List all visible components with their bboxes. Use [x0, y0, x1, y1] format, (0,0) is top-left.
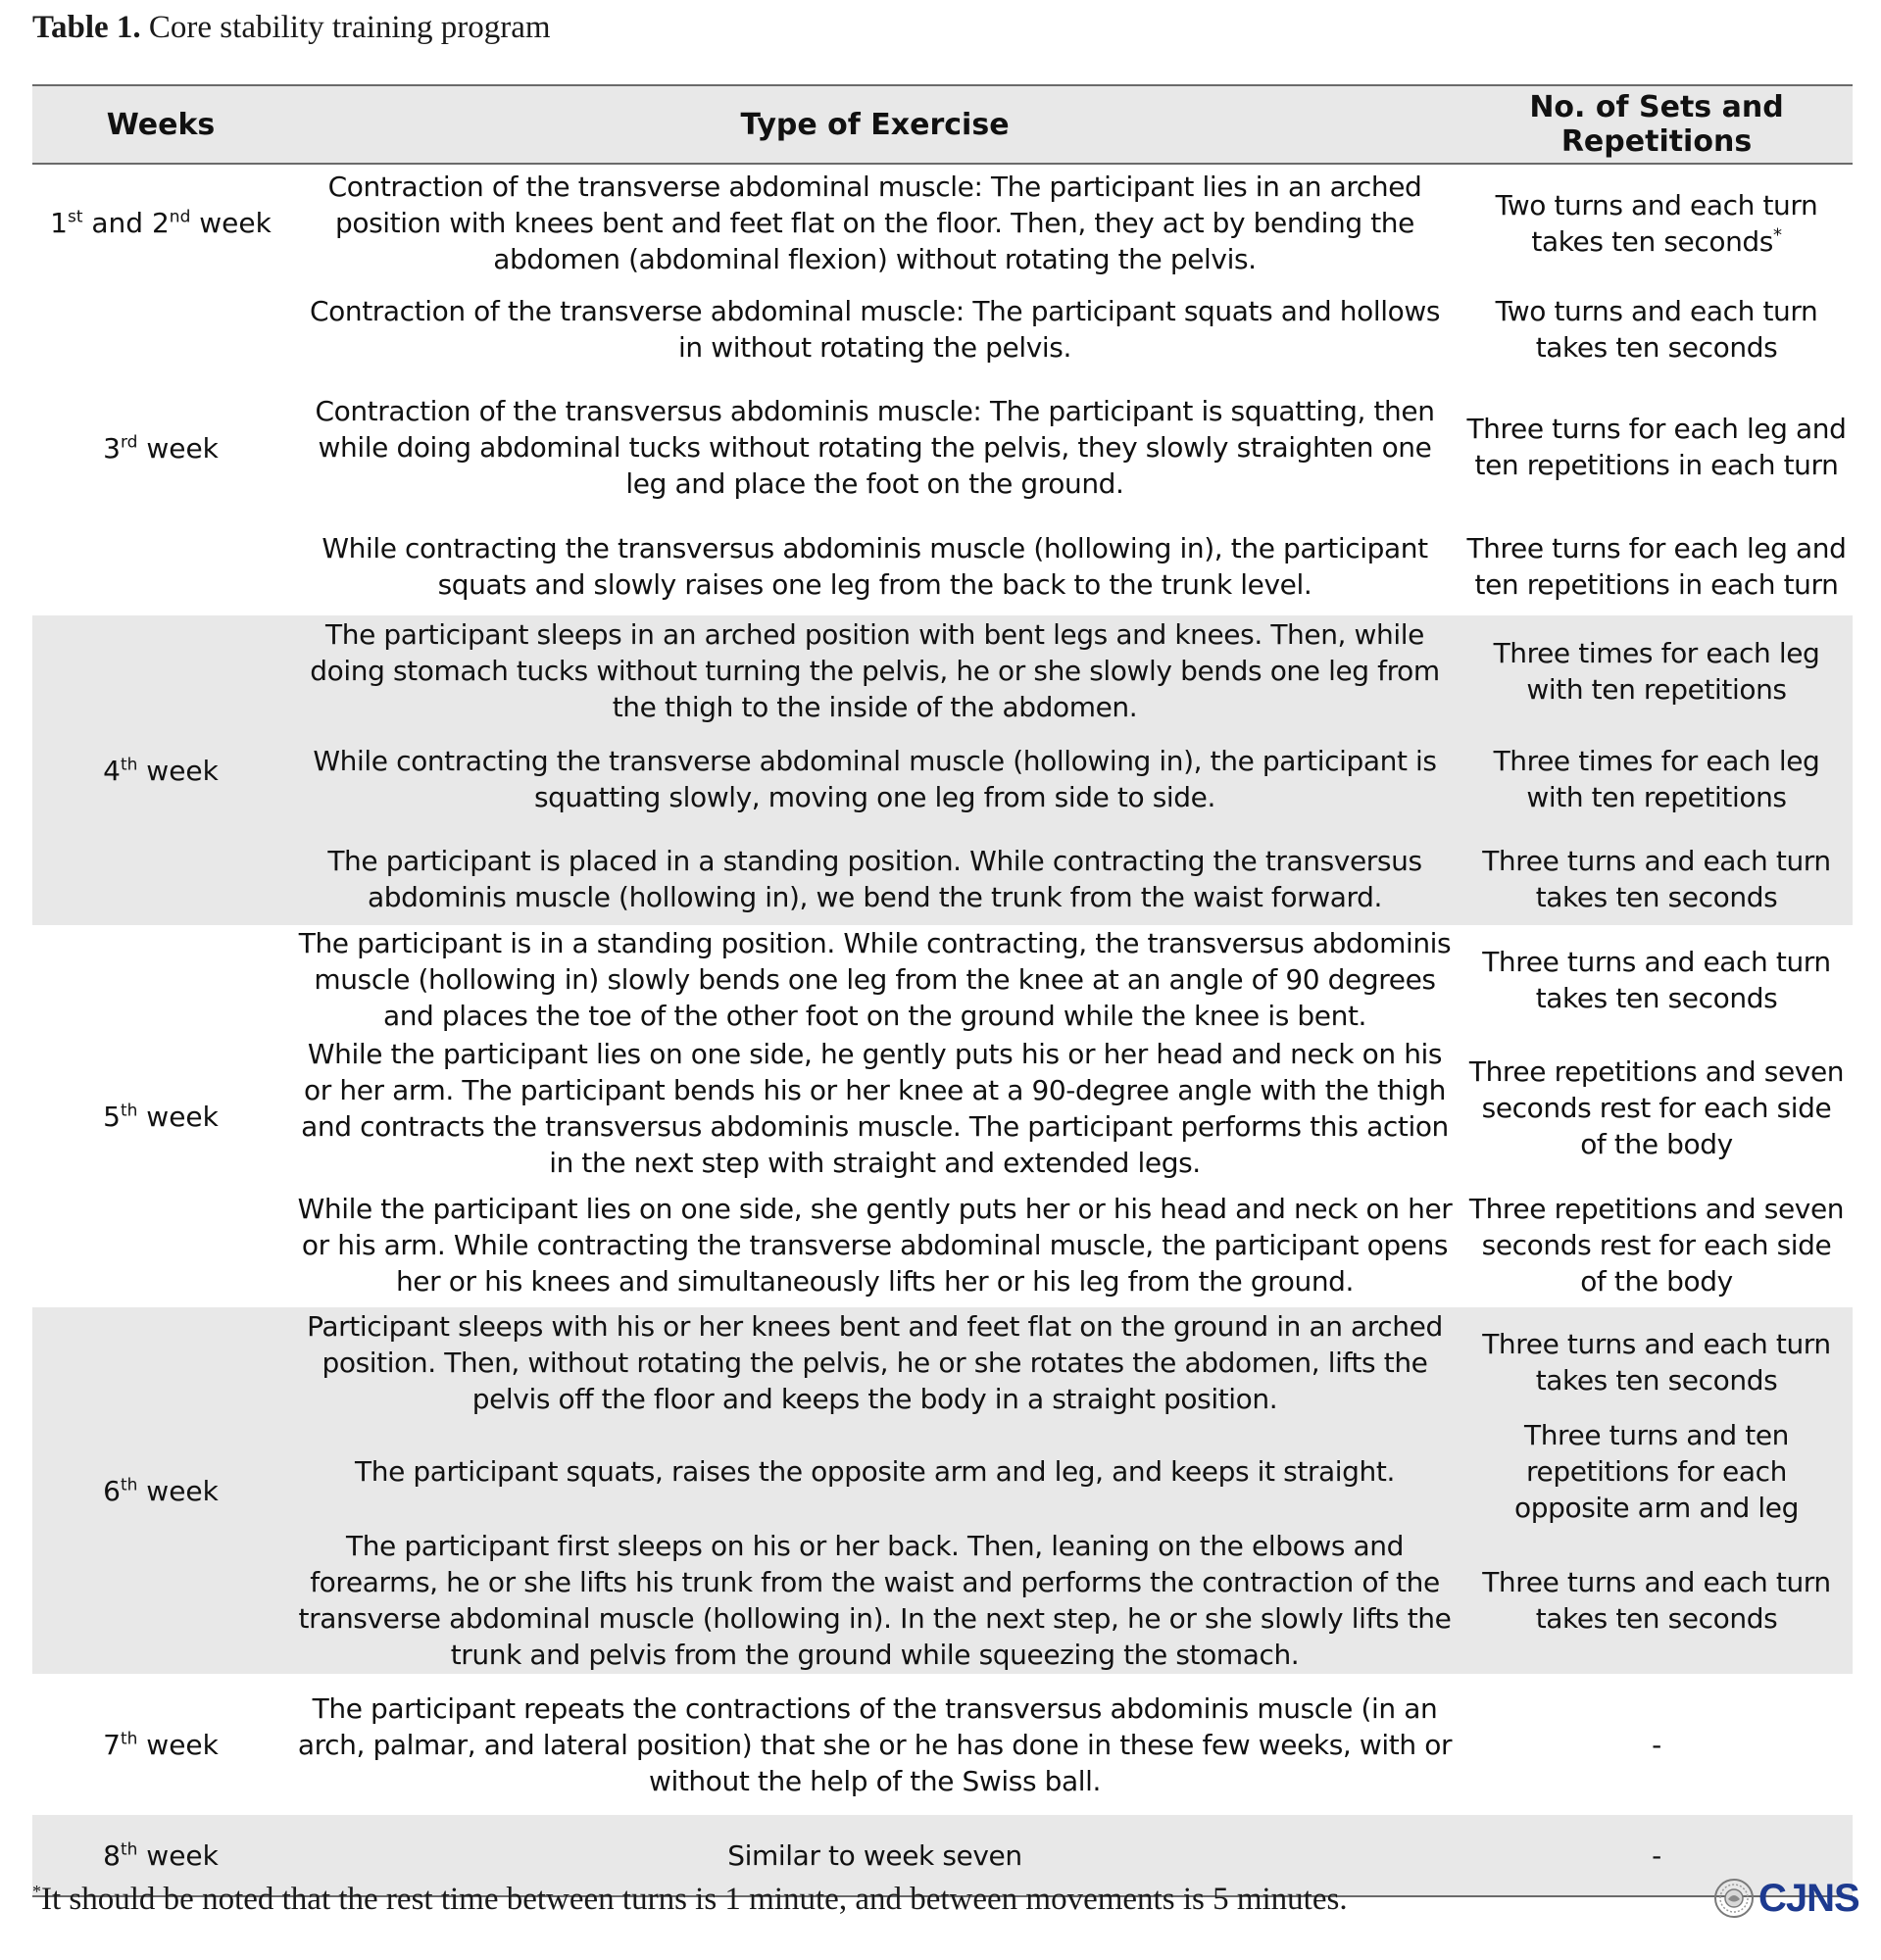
exercise-cell: While the participant lies on one side, she gently puts her or his head and neck on her or his arm. While contracting the transverse abdominal muscle, the participant opens her or his knees and simultaneously lifts her or his leg from the ground. — [297, 1192, 1453, 1298]
table-row — [32, 726, 1853, 832]
table-row — [32, 516, 1853, 615]
exercise-cell: The participant repeats the contractions of the transversus abdominis muscle (in an arch, palmar, and lateral position) that she or he has done in these few weeks, with or without the help of the Swiss ball. — [297, 1691, 1453, 1797]
exercise-cell: Contraction of the transverse abdominal muscle: The participant lies in an arched position with knees bent and feet flat on the floor. Then, they act by bending the abdomen (abdominal flexion) without rotating the pelvis. — [327, 171, 1422, 275]
caption-text: Core stability training program — [148, 10, 551, 45]
table-row — [32, 925, 1853, 1034]
journal-brand — [1713, 1874, 1859, 1923]
exercise-cell: Similar to week seven — [289, 1815, 1460, 1896]
sets-cell: - — [1652, 1728, 1661, 1761]
week-cell-7: 7th week — [103, 1728, 219, 1761]
header-weeks: Weeks — [32, 85, 289, 164]
table-row — [32, 1182, 1853, 1307]
table-row — [32, 1674, 1853, 1815]
table-row — [32, 832, 1853, 925]
week-cell-3: 3rd week — [103, 432, 219, 465]
week-cell-4: 4th week — [32, 615, 289, 925]
week-cell-8: 8th week — [32, 1815, 289, 1896]
exercise-cell: Contraction of the transversus abdominis muscle: The participant is squatting, then while doing abdominal tucks without rotating the pelvis, they slowly straighten one leg and place the foot on the ground. — [315, 394, 1435, 500]
exercise-cell: While the participant lies on one side, he gently puts his or her head and neck on his or her arm. The participant bends his or her knee at a 90-degree angle with the thigh and contracts the transversus abdominis muscle. The participant performs this action in the next step with straight and extended legs. — [301, 1037, 1449, 1179]
sets-cell: Three repetitions and seven seconds rest for each side of the body — [1468, 1192, 1845, 1298]
table-row — [32, 1417, 1853, 1526]
header-row — [32, 85, 1853, 164]
header-sets: No. of Sets and Repetitions — [1460, 85, 1853, 164]
journal-seal-icon — [1713, 1878, 1755, 1919]
exercise-cell: While contracting the transversus abdominis muscle (hollowing in), the participant squats and slowly raises one leg from the back to the trunk level. — [322, 531, 1428, 601]
table-row — [32, 281, 1853, 377]
sets-cell: Two turns and each turn takes ten seconds — [1495, 295, 1818, 364]
core-stability-table — [32, 84, 1853, 1897]
header-exercise: Type of Exercise — [289, 85, 1460, 164]
sets-cell: Three turns and each turn takes ten seconds — [1482, 945, 1831, 1014]
week-cell-6: 6th week — [32, 1307, 289, 1674]
sets-cell: Three turns and each turn takes ten seconds — [1460, 1526, 1853, 1674]
exercise-cell: While contracting the transverse abdominal muscle (hollowing in), the participant is squatting slowly, moving one leg from side to side. — [289, 726, 1460, 832]
table-row — [32, 1034, 1853, 1182]
sets-cell: Three turns for each leg and ten repetitions in each turn — [1466, 531, 1847, 601]
table-row — [32, 1526, 1853, 1674]
exercise-cell: Contraction of the transverse abdominal muscle: The participant squats and hollows in without rotating the pelvis. — [309, 295, 1441, 364]
sets-cell: Two turns and each turn takes ten seconds* — [1495, 188, 1818, 258]
table-footnote — [32, 1882, 1348, 1918]
footnote-mark: * — [1772, 224, 1782, 246]
sets-cell: Three turns and ten repetitions for each opposite arm and leg — [1460, 1417, 1853, 1526]
exercise-cell: The participant first sleeps on his or her back. Then, leaning on the elbows and forearms, he or she lifts his trunk from the waist and performs the contraction of the transverse abdominal muscle (hollowing in). In the next step, he or she slowly lifts the trunk and pelvis from the ground while squeezing the stomach. — [289, 1526, 1460, 1674]
exercise-cell: The participant is in a standing position. While contracting, the transversus abdominis muscle (hollowing in) slowly bends one leg from the knee at an angle of 90 degrees and places the toe of the other foot on the ground while the knee is bent. — [298, 927, 1452, 1032]
sets-cell: Three turns for each leg and ten repetitions in each turn — [1466, 413, 1847, 481]
week-cell-5: 5th week — [103, 1100, 219, 1133]
exercise-cell: The participant is placed in a standing position. While contracting the transversus abdominis muscle (hollowing in), we bend the trunk from the waist forward. — [289, 832, 1460, 925]
footnote-mark: * — [32, 1882, 41, 1901]
sets-cell: Three repetitions and seven seconds rest for each side of the body — [1468, 1055, 1845, 1160]
table-row — [32, 164, 1853, 281]
exercise-cell: The participant squats, raises the opposite arm and leg, and keeps it straight. — [289, 1417, 1460, 1526]
table-row — [32, 1307, 1853, 1417]
sets-cell: - — [1460, 1815, 1853, 1896]
sets-cell: Three turns and each turn takes ten seconds — [1460, 832, 1853, 925]
exercise-cell: Participant sleeps with his or her knees bent and feet flat on the ground in an arched position. Then, without rotating the pelvis, he or she rotates the abdomen, lifts the pelvis off the floor and keeps the body in a straight position. — [289, 1307, 1460, 1417]
table-row — [32, 615, 1853, 726]
sets-cell: Three times for each leg with ten repetitions — [1460, 615, 1853, 726]
table-caption — [32, 10, 551, 46]
sets-cell: Three turns and each turn takes ten seconds — [1460, 1307, 1853, 1417]
exercise-cell: The participant sleeps in an arched position with bent legs and knees. Then, while doing stomach tucks without turning the pelvis, he or she slowly bends one leg from the thigh to the inside of the abdomen. — [289, 615, 1460, 726]
footnote-text: It should be noted that the rest time between turns is 1 minute, and between movements is 5 minutes. — [41, 1882, 1348, 1917]
caption-label: Table 1. — [32, 10, 141, 45]
sets-cell: Three times for each leg with ten repetitions — [1460, 726, 1853, 832]
week-cell-1-2: 1st and 2nd week — [50, 207, 272, 239]
journal-name: CJNS — [1758, 1876, 1859, 1920]
table-row — [32, 377, 1853, 516]
